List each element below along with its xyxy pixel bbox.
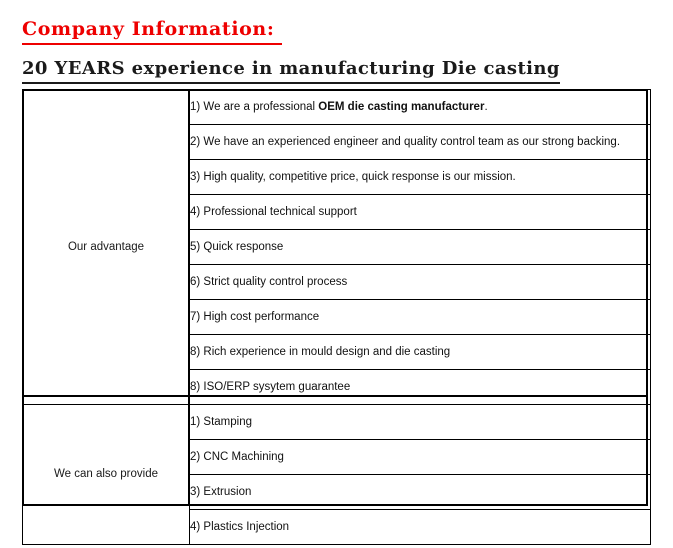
advantage-item-4: 4) Professional technical support xyxy=(190,195,651,230)
advantage-item-2: 2) We have an experienced engineer and quality control team as our strong backing. xyxy=(190,125,651,160)
advantage-item-3: 3) High quality, competitive price, quick response is our mission. xyxy=(190,160,651,195)
provide-item-3: 3) Extrusion xyxy=(190,475,651,510)
advantage-item-9: 8) ISO/ERP sysytem guarantee xyxy=(190,370,651,405)
advantage-item-1-suffix: . xyxy=(484,100,488,113)
section-label-our-advantage: Our advantage xyxy=(23,90,190,405)
company-information-table xyxy=(22,89,651,545)
advantage-item-1 xyxy=(190,90,651,125)
advantage-item-5: 5) Quick response xyxy=(190,230,651,265)
table-row xyxy=(23,90,651,125)
advantage-item-1-bold: OEM die casting manufacturer xyxy=(318,100,485,113)
page-subtitle: 20 YEARS experience in manufacturing Die casting xyxy=(22,57,560,84)
heading-block xyxy=(22,16,652,84)
table-body xyxy=(23,90,651,545)
section-label-we-can-also-provide: We can also provide xyxy=(23,405,190,545)
advantage-item-8: 8) Rich experience in mould design and die casting xyxy=(190,335,651,370)
advantage-item-6: 6) Strict quality control process xyxy=(190,265,651,300)
subtitle-wrap xyxy=(22,57,652,84)
page-title: Company Information: xyxy=(22,16,282,45)
advantage-item-1-prefix: 1) We are a professional xyxy=(190,100,319,113)
provide-item-2: 2) CNC Machining xyxy=(190,440,651,475)
table-row xyxy=(23,405,651,440)
provide-item-1: 1) Stamping xyxy=(190,405,651,440)
provide-item-4: 4) Plastics Injection xyxy=(190,510,651,545)
advantage-item-7: 7) High cost performance xyxy=(190,300,651,335)
